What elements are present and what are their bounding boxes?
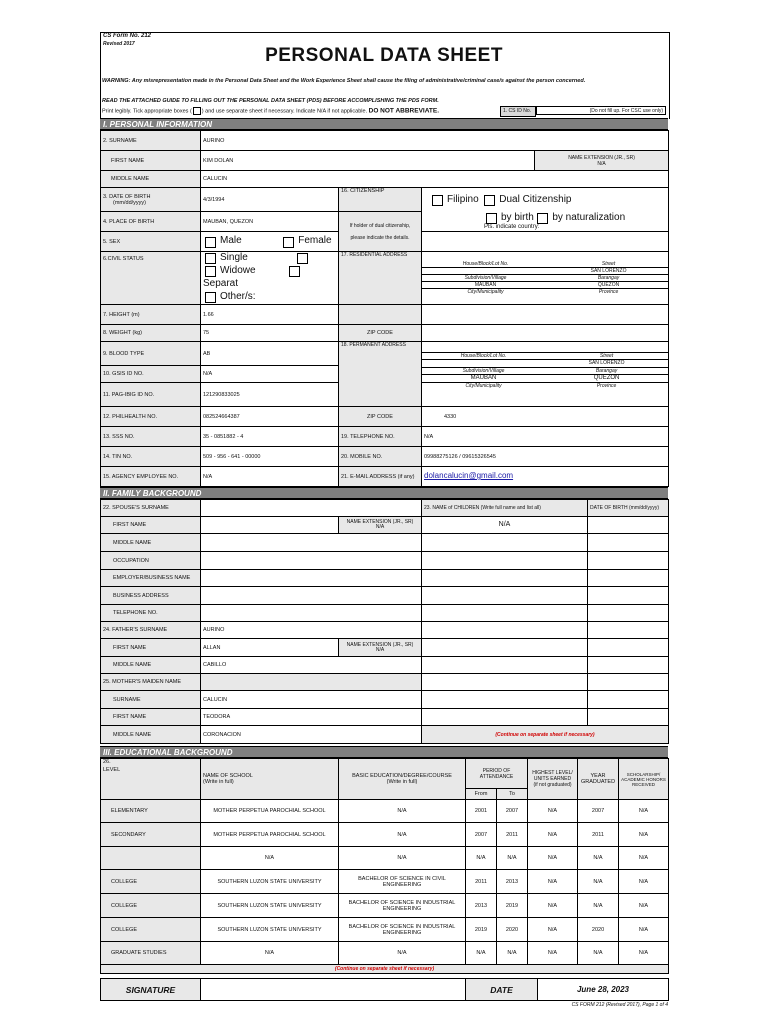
- perm-address-label: 18. PERMANENT ADDRESS: [339, 342, 422, 407]
- page-title: PERSONAL DATA SHEET: [265, 45, 503, 66]
- edu-course-label: BASIC EDUCATION/DEGREE/COURSE: [352, 773, 452, 779]
- edu-from-cell[interactable]: 2011: [466, 870, 497, 894]
- spouse-surname-value[interactable]: [201, 500, 422, 517]
- others-checkbox[interactable]: [205, 292, 216, 303]
- signature-label: SIGNATURE: [101, 979, 201, 1001]
- edu-to-cell[interactable]: 2011: [497, 823, 528, 847]
- edu-from-cell[interactable]: 2013: [466, 894, 497, 918]
- middle-name-label: MIDDLE NAME: [101, 171, 201, 188]
- spouse-middle-label: MIDDLE NAME: [101, 534, 201, 552]
- res-address-label: 17. RESIDENTIAL ADDRESS: [339, 252, 422, 305]
- child-row-2[interactable]: [422, 534, 588, 552]
- edu-to-cell[interactable]: 2013: [497, 870, 528, 894]
- edu-to-cell[interactable]: 2020: [497, 918, 528, 942]
- dob-label: 3. DATE OF BIRTH: [103, 193, 151, 200]
- tin-label: 14. TIN NO.: [101, 447, 201, 467]
- child-row-6[interactable]: [422, 605, 588, 622]
- edu-to-cell[interactable]: 2019: [497, 894, 528, 918]
- edu-level-cell[interactable]: GRADUATE STUDIES: [101, 942, 201, 965]
- occupation-value[interactable]: [201, 552, 422, 570]
- personal-info-table: [100, 130, 669, 487]
- edu-year-cell[interactable]: N/A: [578, 894, 619, 918]
- pob-value[interactable]: MAUBAN, QUEZON: [201, 212, 339, 232]
- mother-maiden-value: [201, 674, 422, 691]
- female-checkbox[interactable]: [283, 237, 294, 248]
- spouse-first-label: FIRST NAME: [101, 517, 201, 534]
- father-ext-value: N/A: [375, 646, 385, 653]
- edu-honors-cell[interactable]: N/A: [619, 847, 669, 870]
- education-row: [101, 847, 669, 870]
- edu-to-cell[interactable]: 2007: [497, 800, 528, 823]
- signature-table: [100, 978, 669, 1001]
- perm-zip-value[interactable]: 4330: [422, 407, 669, 427]
- edu-from-cell[interactable]: 2019: [466, 918, 497, 942]
- male-checkbox[interactable]: [205, 237, 216, 248]
- spouse-ext-value: N/A: [375, 524, 385, 530]
- by-birth-checkbox[interactable]: [486, 213, 497, 224]
- father-first-value[interactable]: ALLAN: [201, 639, 339, 657]
- surname-label: 2. SURNAME: [101, 131, 201, 151]
- employer-value[interactable]: [201, 570, 422, 587]
- married-checkbox[interactable]: [297, 253, 308, 264]
- res-zip-value[interactable]: [422, 325, 669, 342]
- print-note-b: ) and use separate sheet if necessary. Indicate N/A if not applicable.: [201, 108, 368, 115]
- father-ext-cell[interactable]: [339, 639, 422, 657]
- edu-course-cell[interactable]: N/A: [339, 847, 466, 870]
- perm-zip-label: ZIP CODE: [339, 407, 422, 427]
- pagibig-label: 11. PAG-IBIG ID NO.: [101, 383, 201, 407]
- business-address-value[interactable]: [201, 587, 422, 605]
- father-ext-label: NAME EXTENSION (JR., SR): [346, 641, 414, 648]
- agency-no-value[interactable]: N/A: [201, 467, 339, 487]
- child-dob-3[interactable]: [588, 552, 669, 570]
- form-revised: Revised 2017: [103, 41, 135, 47]
- spouse-tel-value[interactable]: [201, 605, 422, 622]
- mother-surname-label: SURNAME: [101, 691, 201, 709]
- child-dob-5[interactable]: [588, 587, 669, 605]
- philhealth-label: 12. PHILHEALTH NO.: [101, 407, 201, 427]
- mother-first-label: FIRST NAME: [101, 709, 201, 726]
- edu-course-cell[interactable]: BACHELOR OF SCIENCE IN INDUSTRIAL ENGINEERING: [339, 918, 466, 942]
- surname-value[interactable]: AURINO: [201, 131, 669, 151]
- single-checkbox[interactable]: [205, 253, 216, 264]
- child-dob-12[interactable]: [588, 709, 669, 726]
- edu-units-cell[interactable]: N/A: [528, 918, 578, 942]
- child-row-9[interactable]: [422, 657, 588, 674]
- edu-units-cell[interactable]: N/A: [528, 847, 578, 870]
- height-label: 7. HEIGHT (m): [101, 305, 201, 325]
- dob-label-cell: [101, 188, 201, 212]
- form-number: CS Form No. 212: [103, 33, 152, 39]
- tin-value[interactable]: 509 - 956 - 641 - 00000: [201, 447, 339, 467]
- edu-year-cell[interactable]: N/A: [578, 870, 619, 894]
- citizenship-label: 16. CITIZENSHIP: [339, 188, 422, 212]
- edu-period-header: PERIOD OF ATTENDANCE: [466, 759, 528, 789]
- edu-level-cell[interactable]: COLLEGE: [101, 894, 201, 918]
- family-table: [100, 499, 669, 744]
- section-personal-info: I. PERSONAL INFORMATION: [100, 118, 668, 130]
- edu-to-cell[interactable]: N/A: [497, 942, 528, 965]
- education-row: [101, 870, 669, 894]
- edu-units-cell[interactable]: N/A: [528, 894, 578, 918]
- edu-honors-cell[interactable]: N/A: [619, 800, 669, 823]
- perm-city-label: City/Municipality: [422, 382, 545, 389]
- res-prov-label: Province: [549, 289, 668, 296]
- edu-from-cell[interactable]: 2007: [466, 823, 497, 847]
- perm-brgy-label: Barangay: [595, 367, 618, 374]
- blood-type-value[interactable]: AB: [201, 342, 339, 366]
- edu-honors-cell[interactable]: N/A: [619, 894, 669, 918]
- spouse-ext-cell[interactable]: [339, 517, 422, 534]
- edu-num: 26.: [103, 759, 111, 765]
- perm-brgy-value[interactable]: SAN LORENZO: [545, 359, 668, 367]
- child-dob-8[interactable]: [588, 639, 669, 657]
- father-first-label: FIRST NAME: [101, 639, 201, 657]
- perm-city-value[interactable]: MAUBAN: [422, 374, 545, 382]
- edu-course-header: [339, 759, 466, 800]
- edu-continue-note: (Continue on separate sheet if necessary): [101, 965, 669, 974]
- filipino-label: Filipino: [447, 193, 479, 205]
- edu-course-cell[interactable]: N/A: [339, 823, 466, 847]
- spouse-tel-label: TELEPHONE NO.: [101, 605, 201, 622]
- edu-course-sub: (Write in full): [386, 779, 418, 785]
- res-address-label-cont: [339, 305, 422, 325]
- edu-rows: [101, 800, 669, 965]
- child-dob-7[interactable]: [588, 622, 669, 639]
- edu-honors-header: SCHOLARSHIP/ ACADEMIC HONORS RECEIVED: [619, 759, 669, 800]
- child-row-3[interactable]: [422, 552, 588, 570]
- res-house-value[interactable]: [422, 268, 549, 275]
- weight-value[interactable]: 75: [201, 325, 339, 342]
- telephone-label: 19. TELEPHONE NO.: [339, 427, 422, 447]
- edu-level-cell[interactable]: ELEMENTARY: [101, 800, 201, 823]
- employer-label: EMPLOYER/BUSINESS NAME: [101, 570, 201, 587]
- father-middle-label: MIDDLE NAME: [101, 657, 201, 674]
- philhealth-value[interactable]: 082524664387: [201, 407, 339, 427]
- spouse-ext-label: NAME EXTENSION (JR., SR): [346, 519, 414, 525]
- edu-year-cell[interactable]: 2007: [578, 800, 619, 823]
- weight-label: 8. WEIGHT (kg): [101, 325, 201, 342]
- child-dob-9[interactable]: [588, 657, 669, 674]
- edu-from-header: From: [466, 789, 497, 800]
- dual-label: Dual Citizenship: [499, 193, 572, 205]
- sex-options: [201, 232, 339, 252]
- edu-honors-cell[interactable]: N/A: [619, 870, 669, 894]
- child-dob-10[interactable]: [588, 674, 669, 691]
- edu-school-cell[interactable]: N/A: [201, 942, 339, 965]
- mother-middle-label: MIDDLE NAME: [101, 726, 201, 744]
- spouse-first-value[interactable]: [201, 517, 339, 534]
- separated-label: Separat: [203, 278, 239, 289]
- civil-status-label: 6.CIVIL STATUS: [101, 252, 201, 305]
- perm-house-label: House/Block/Lot No.: [422, 352, 545, 359]
- edu-school-header: [201, 759, 339, 800]
- dual-note-cell: [339, 212, 422, 252]
- separated-checkbox[interactable]: [289, 266, 300, 277]
- signature-field[interactable]: [201, 979, 466, 1001]
- edu-course-cell[interactable]: BACHELOR OF SCIENCE IN INDUSTRIAL ENGINEERING: [339, 894, 466, 918]
- mobile-value[interactable]: 09988275126 / 09615326545: [422, 447, 669, 467]
- children-dob-label: DATE OF BIRTH (mm/dd/yyyy): [588, 500, 669, 517]
- edu-units-cell[interactable]: N/A: [528, 823, 578, 847]
- edu-course-cell[interactable]: N/A: [339, 800, 466, 823]
- edu-level-cell[interactable]: SECONDARY: [101, 823, 201, 847]
- sss-label: 13. SSS NO.: [101, 427, 201, 447]
- blood-type-label: 9. BLOOD TYPE: [101, 342, 201, 366]
- edu-school-sub: (Write in full): [203, 779, 234, 785]
- spouse-middle-value[interactable]: [201, 534, 422, 552]
- print-note-a: Print legibly. Tick appropriate boxes (: [102, 108, 192, 115]
- res-brgy-value[interactable]: SAN LORENZO: [549, 268, 668, 275]
- res-address-block: [422, 252, 669, 305]
- children-dob-value[interactable]: [588, 517, 669, 534]
- education-row: [101, 942, 669, 965]
- widowed-checkbox[interactable]: [205, 266, 216, 277]
- tick-box-icon: [193, 107, 201, 115]
- gsis-value[interactable]: N/A: [201, 366, 339, 383]
- perm-house-value[interactable]: [422, 359, 545, 367]
- child-dob-2[interactable]: [588, 534, 669, 552]
- edu-year-cell[interactable]: 2020: [578, 918, 619, 942]
- mother-first-value[interactable]: TEODORA: [201, 709, 422, 726]
- dual-note-2: please indicate the details.: [350, 234, 410, 241]
- child-row-7[interactable]: [422, 622, 588, 639]
- res-city-value[interactable]: MAUBAN: [422, 282, 549, 289]
- edu-honors-cell[interactable]: N/A: [619, 918, 669, 942]
- page-footer: CS FORM 212 (Revised 2017), Page 1 of 4: [571, 1002, 668, 1008]
- warning-text: WARNING: Any misrepresentation made in the Personal Data Sheet and the Work Experience Sheet shall cause the filing of administrative/criminal case/s against the person concerned.: [102, 78, 586, 84]
- pob-label: 4. PLACE OF BIRTH: [101, 212, 201, 232]
- mobile-label: 20. MOBILE NO.: [339, 447, 422, 467]
- edu-level-header: [101, 759, 201, 800]
- child-row-8[interactable]: [422, 639, 588, 657]
- edu-level-cell[interactable]: COLLEGE: [101, 918, 201, 942]
- edu-level-label: LEVEL: [103, 767, 121, 773]
- name-ext-cell[interactable]: [535, 151, 669, 171]
- name-ext-value: N/A: [597, 160, 606, 167]
- res-address-grid: [422, 261, 668, 296]
- business-address-label: BUSINESS ADDRESS: [101, 587, 201, 605]
- sss-value[interactable]: 35 - 0851882 - 4: [201, 427, 339, 447]
- edu-school-cell[interactable]: SOUTHERN LUZON STATE UNIVERSITY: [201, 870, 339, 894]
- perm-prov-label: Province: [545, 382, 668, 389]
- date-label: DATE: [466, 979, 538, 1001]
- education-table: [100, 758, 669, 974]
- by-naturalization-label: by naturalization: [552, 211, 626, 223]
- email-value[interactable]: [422, 467, 669, 487]
- edu-to-cell[interactable]: N/A: [497, 847, 528, 870]
- dob-value[interactable]: 4/3/1994: [201, 188, 339, 212]
- by-birth-label: by birth: [501, 211, 534, 223]
- csc-id-label: 1. CS ID No.: [500, 106, 536, 117]
- edu-school-cell[interactable]: SOUTHERN LUZON STATE UNIVERSITY: [201, 918, 339, 942]
- telephone-value[interactable]: N/A: [422, 427, 669, 447]
- edu-units-cell[interactable]: N/A: [528, 800, 578, 823]
- guide-text: READ THE ATTACHED GUIDE TO FILLING OUT THE PERSONAL DATA SHEET (PDS) BEFORE ACCOMPLISHING THE PDS FORM.: [102, 98, 439, 104]
- first-name-value[interactable]: KIM DOLAN: [201, 151, 535, 171]
- sex-label: 5. SEX: [101, 232, 201, 252]
- by-naturalization-checkbox[interactable]: [537, 213, 548, 224]
- mother-maiden-label: 25. MOTHER'S MAIDEN NAME: [101, 674, 201, 691]
- edu-honors-cell[interactable]: N/A: [619, 823, 669, 847]
- country-note: Pls. indicate country:: [484, 223, 540, 230]
- edu-units-cell[interactable]: N/A: [528, 870, 578, 894]
- edu-course-cell[interactable]: BACHELOR OF SCIENCE IN CIVIL ENGINEERING: [339, 870, 466, 894]
- middle-name-value[interactable]: CALUCIN: [201, 171, 669, 188]
- res-subd-label: Subdivision/Village: [422, 275, 549, 282]
- perm-prov-value[interactable]: QUEZON: [545, 374, 668, 382]
- edu-units-sub: (if not graduated): [533, 782, 572, 788]
- country-value[interactable]: [422, 232, 669, 252]
- edu-units-cell[interactable]: N/A: [528, 942, 578, 965]
- edu-units-header: [528, 759, 578, 800]
- father-surname-value[interactable]: AURINO: [201, 622, 422, 639]
- children-label: 23. NAME of CHILDREN (Write full name and list all): [422, 500, 588, 517]
- edu-from-cell[interactable]: N/A: [466, 942, 497, 965]
- child-dob-4[interactable]: [588, 570, 669, 587]
- res-street-label: Street: [549, 261, 668, 268]
- edu-year-cell[interactable]: N/A: [578, 942, 619, 965]
- dual-checkbox[interactable]: [484, 195, 495, 206]
- do-not-abbreviate: DO NOT ABBREVIATE.: [368, 107, 440, 115]
- res-address-cont[interactable]: [422, 305, 669, 325]
- filipino-checkbox[interactable]: [432, 195, 443, 206]
- edu-to-header: To: [497, 789, 528, 800]
- first-name-label: FIRST NAME: [101, 151, 201, 171]
- male-label: Male: [220, 235, 242, 247]
- dual-note-1: If holder of dual citizenship,: [349, 222, 411, 229]
- edu-school-label: NAME OF SCHOOL: [203, 773, 253, 779]
- edu-from-cell[interactable]: 2001: [466, 800, 497, 823]
- edu-school-cell[interactable]: MOTHER PERPETUA PAROCHIAL SCHOOL: [201, 800, 339, 823]
- occupation-label: OCCUPATION: [101, 552, 201, 570]
- child-row-11[interactable]: [422, 691, 588, 709]
- height-value[interactable]: 1.66: [201, 305, 339, 325]
- child-row-5[interactable]: [422, 587, 588, 605]
- gsis-label: 10. GSIS ID NO.: [101, 366, 201, 383]
- children-value[interactable]: N/A: [422, 517, 588, 534]
- edu-school-cell[interactable]: MOTHER PERPETUA PAROCHIAL SCHOOL: [201, 823, 339, 847]
- child-row-10[interactable]: [422, 674, 588, 691]
- mother-surname-value[interactable]: CALUCIN: [201, 691, 422, 709]
- edu-level-cell[interactable]: [101, 847, 201, 870]
- widowed-label: Widowe: [220, 265, 256, 276]
- edu-year-cell[interactable]: 2011: [578, 823, 619, 847]
- edu-year-cell[interactable]: N/A: [578, 847, 619, 870]
- csc-note: (Do not fill up. For CSC use only): [536, 106, 666, 115]
- section-family-background: II. FAMILY BACKGROUND: [100, 487, 668, 499]
- female-label: Female: [298, 235, 332, 247]
- child-dob-6[interactable]: [588, 605, 669, 622]
- edu-school-cell[interactable]: N/A: [201, 847, 339, 870]
- edu-honors-cell[interactable]: N/A: [619, 942, 669, 965]
- name-ext-label: NAME EXTENSION (JR., SR): [568, 154, 635, 161]
- education-row: [101, 918, 669, 942]
- edu-course-cell[interactable]: N/A: [339, 942, 466, 965]
- res-zip-label: ZIP CODE: [339, 325, 422, 342]
- perm-address-grid: [422, 342, 668, 389]
- spouse-surname-label: 22. SPOUSE'S SURNAME: [101, 500, 201, 517]
- email-label: 21. E-MAIL ADDRESS (if any): [339, 467, 422, 487]
- edu-level-cell[interactable]: COLLEGE: [101, 870, 201, 894]
- section-educational-background: III. EDUCATIONAL BACKGROUND: [100, 746, 668, 758]
- father-middle-value[interactable]: CABILLO: [201, 657, 422, 674]
- edu-from-cell[interactable]: N/A: [466, 847, 497, 870]
- child-row-4[interactable]: [422, 570, 588, 587]
- perm-address-block: [422, 342, 669, 407]
- email-link[interactable]: dolancalucin@gmail.com: [424, 471, 514, 480]
- edu-units-label: HIGHEST LEVEL/ UNITS EARNED: [532, 770, 573, 782]
- res-city-label: City/Municipality: [422, 289, 549, 296]
- birth-nat-options: [422, 212, 669, 232]
- mother-middle-value[interactable]: CORONACION: [201, 726, 422, 744]
- child-row-12[interactable]: [422, 709, 588, 726]
- date-value[interactable]: June 28, 2023: [538, 979, 669, 1001]
- education-row: [101, 800, 669, 823]
- res-brgy-label: Barangay: [597, 275, 620, 281]
- res-prov-value[interactable]: QUEZON: [549, 282, 668, 289]
- edu-year-header: YEAR GRADUATED: [578, 759, 619, 800]
- others-label: Other/s:: [220, 291, 256, 302]
- dob-sub: (mm/dd/yyyy): [113, 199, 146, 206]
- perm-street-label: Street: [545, 352, 668, 359]
- citizenship-options: [422, 188, 669, 212]
- father-surname-label: 24. FATHER'S SURNAME: [101, 622, 201, 639]
- edu-school-cell[interactable]: SOUTHERN LUZON STATE UNIVERSITY: [201, 894, 339, 918]
- civil-status-options: [201, 252, 339, 305]
- perm-subd-label: Subdivision/Village: [422, 367, 545, 374]
- single-label: Single: [220, 252, 248, 263]
- education-row: [101, 894, 669, 918]
- agency-no-label: 15. AGENCY EMPLOYEE NO.: [101, 467, 201, 487]
- res-house-label: House/Block/Lot No.: [422, 261, 549, 268]
- family-continue-note: (Continue on separate sheet if necessary): [422, 726, 669, 744]
- perm-top-value[interactable]: [422, 342, 668, 352]
- education-row: [101, 823, 669, 847]
- pagibig-value[interactable]: 121290833025: [201, 383, 339, 407]
- child-dob-11[interactable]: [588, 691, 669, 709]
